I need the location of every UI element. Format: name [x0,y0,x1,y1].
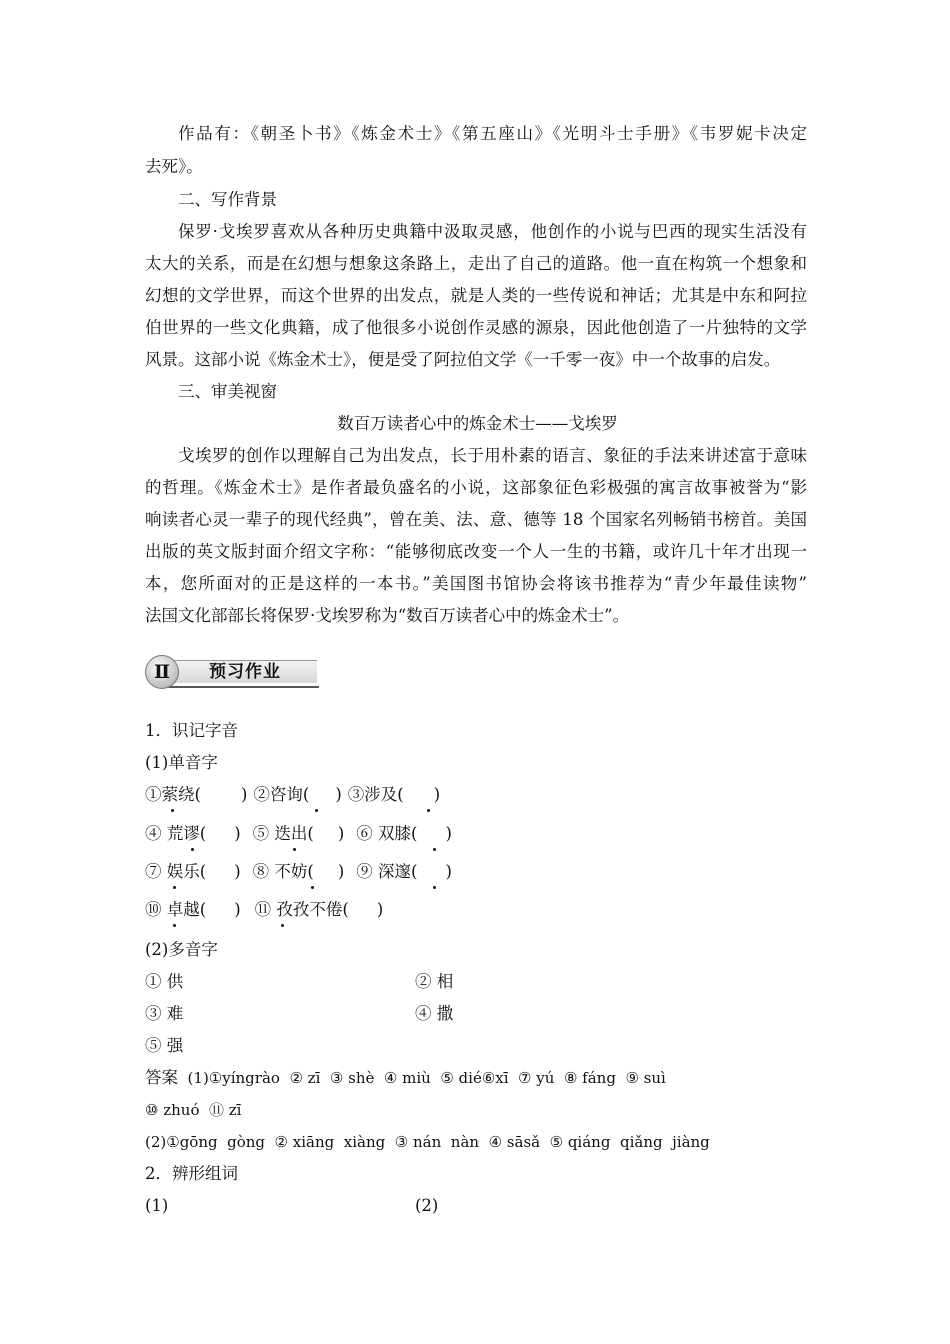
works-line-1: 作品有：《朝圣卜书》《炼金术士》《第五座山》《光明斗士手册》《韦罗妮卡决定 [178,124,807,143]
multi-item-1: ① 供 [145,972,184,991]
q1-item-6: ⑥ 双膝( [356,824,418,843]
multi-row-3 [145,1036,810,1056]
section-numeral-badge: Ⅱ [145,655,179,689]
q1-item-10: ⑩ 卓越( [145,900,207,919]
multi-row-1 [145,972,810,992]
heading-writing-background: 二、写作背景 [178,190,277,209]
q1-row-2: ④ 荒谬( ) ⑤ 迭出( ) ⑥ 双膝( ) [145,824,452,843]
background-line-4: 伯世界的一些文化典籍，成了他很多小说创作灵感的源泉，因此他创造了一片独特的文学 [145,318,807,337]
multi-item-4: ④ 撒 [415,1004,454,1023]
q2-columns [145,1196,810,1216]
aesthetic-line-4: 出版的英文版封面介绍文字称：“能够彻底改变一个人一生的书籍，或许几十年才出现一 [145,542,807,561]
q1-title: 1．识记字音 [145,721,238,740]
q1-row-4: ⑩ 卓越( ) ⑪ 孜孜不倦( ) [145,900,384,919]
subtitle: 数百万读者心中的炼金术士——戈埃罗 [337,414,618,433]
q1-item-1: ①萦绕( [145,785,201,804]
section-header-underline [157,686,319,688]
q2-col-1: (1) [145,1196,169,1215]
answer-line-2: ⑩ zhuó ⑪ zī [145,1101,242,1119]
q1-item-4: ④ 荒谬( [145,824,207,843]
multi-row-2 [145,1004,810,1024]
answer-line-1 [145,1068,810,1088]
aesthetic-line-1: 戈埃罗的创作以理解自己为出发点，长于用朴素的语言、象征的手法来讲述富于意味 [178,446,807,465]
background-line-5: 风景。这部小说《炼金术士》，便是受了阿拉伯文学《一千零一夜》中一个故事的启发。 [145,350,781,369]
q2-col-2: (2) [415,1196,439,1215]
q1-item-3: ③涉及( [347,785,404,804]
background-line-1: 保罗·戈埃罗喜欢从各种历史典籍中汲取灵感，他创作的小说与巴西的现实生活没有 [178,222,807,241]
aesthetic-line-3: 响读者心灵一辈子的现代经典”，曾在美、法、意、德等 18 个国家名列畅销书榜首。美国 [145,510,807,529]
multi-item-2: ② 相 [415,972,454,991]
q1-item-11: ⑪ 孜孜不倦( [254,900,349,919]
answer-label: 答案 [145,1068,178,1087]
q1-row-1: ①萦绕( ) ②咨询( ) ③涉及( ) [145,785,441,804]
aesthetic-line-5: 本，您所面对的正是这样的一本书。”美国图书馆协会将该书推荐为“青少年最佳读物” [145,574,807,593]
answer-text-1: (1)①yíngrào ② zī ③ shè ④ miù ⑤ dié⑥xī ⑦ yú ⑧ fáng ⑨ suì [187,1069,666,1087]
background-line-2: 太大的关系，而是在幻想与想象这条路上，走出了自己的道路。他一直在构筑一个想象和 [145,254,807,273]
works-line-2: 去死》。 [145,157,203,176]
q1-item-2: ②咨询( [253,785,310,804]
background-line-3: 幻想的文学世界，而这个世界的出发点，就是人类的一些传说和神话；尤其是中东和阿拉 [145,286,807,305]
aesthetic-line-6: 法国文化部部长将保罗·戈埃罗称为“数百万读者心中的炼金术士”。 [145,606,630,625]
q1-sub2: (2)多音字 [145,940,218,959]
q1-item-5: ⑤ 迭出( [252,824,314,843]
section-title: 预习作业 [209,662,281,682]
heading-aesthetic-window: 三、审美视窗 [178,382,277,401]
aesthetic-line-2: 的哲理。《炼金术士》是作者最负盛名的小说，这部象征色彩极强的寓言故事被誉为“影 [145,478,807,497]
q1-row-3: ⑦ 娱乐( ) ⑧ 不妨( ) ⑨ 深邃( ) [145,862,452,881]
multi-item-5: ⑤ 强 [145,1036,184,1055]
q1-item-7: ⑦ 娱乐( [145,862,207,881]
q1-item-8: ⑧ 不妨( [252,862,314,881]
multi-item-3: ③ 难 [145,1004,184,1023]
q2-title: 2．辨形组词 [145,1164,238,1183]
q1-item-9: ⑨ 深邃( [356,862,418,881]
section-header [143,655,319,689]
q1-sub1: (1)单音字 [145,753,218,772]
answer-line-3: (2)①gōng gòng ② xiāng xiàng ③ nán nàn ④ sāsǎ ⑤ qiáng qiǎng jiàng [145,1133,710,1151]
